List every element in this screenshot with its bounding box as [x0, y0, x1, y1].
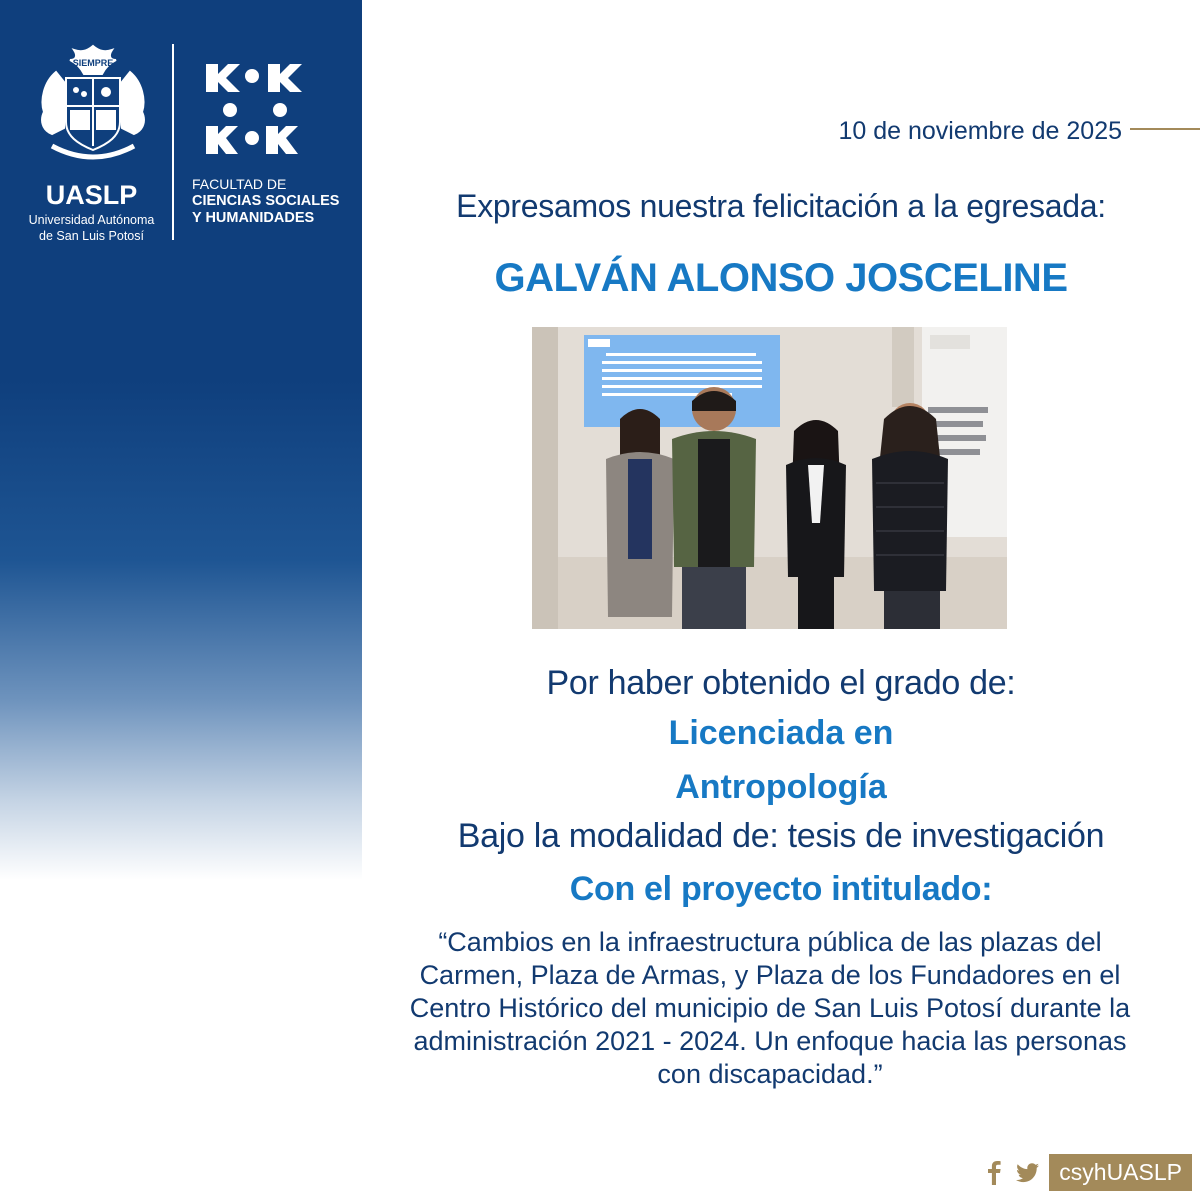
university-name-line1: Universidad Autónoma	[28, 213, 155, 227]
facebook-icon[interactable]	[981, 1159, 1007, 1185]
graduation-photo	[532, 327, 1007, 629]
faculty-logo-mark	[198, 54, 310, 166]
announcement-date: 10 de noviembre de 2025	[838, 117, 1122, 145]
social-handle[interactable]: csyhUASLP	[1049, 1154, 1192, 1191]
degree-lead-text: Por haber obtenido el grado de:	[546, 664, 1016, 702]
faculty-name-line3: Y HUMANIDADES	[192, 210, 315, 226]
uaslp-crest-logo	[34, 42, 152, 172]
university-name-line2: de San Luis Potosí	[39, 229, 144, 243]
graduation-modality: Bajo la modalidad de: tesis de investigación	[457, 817, 1105, 855]
social-footer	[981, 1152, 1192, 1192]
degree-name-line2: Antropología	[675, 768, 887, 806]
faculty-name-line1: FACULTAD DE	[192, 176, 287, 192]
project-lead-text: Con el proyecto intitulado:	[569, 870, 993, 908]
twitter-icon[interactable]	[1015, 1159, 1041, 1185]
university-name	[14, 212, 169, 244]
faculty-name-line2: CIENCIAS SOCIALES	[192, 193, 340, 209]
date-divider-line	[1130, 128, 1200, 130]
crest-motto-top: SIEMPRE	[72, 58, 114, 68]
university-acronym: UASLP	[45, 180, 138, 210]
degree-name-line1: Licenciada en	[668, 714, 894, 752]
graduate-name: GALVÁN ALONSO JOSCELINE	[494, 256, 1068, 300]
congratulation-intro: Expresamos nuestra felicitación a la egresada:	[456, 188, 1106, 224]
project-title: “Cambios en la infraestructura pública de las plazas del Carmen, Plaza de Armas, y Plaza de los Fundadores en el Centro Histórico del municipio de San Luis Potosí durante la administración 2021 - 2024. Un enfoque hacia las personas con discapacidad.”	[409, 927, 1131, 1089]
logo-divider	[172, 44, 174, 240]
